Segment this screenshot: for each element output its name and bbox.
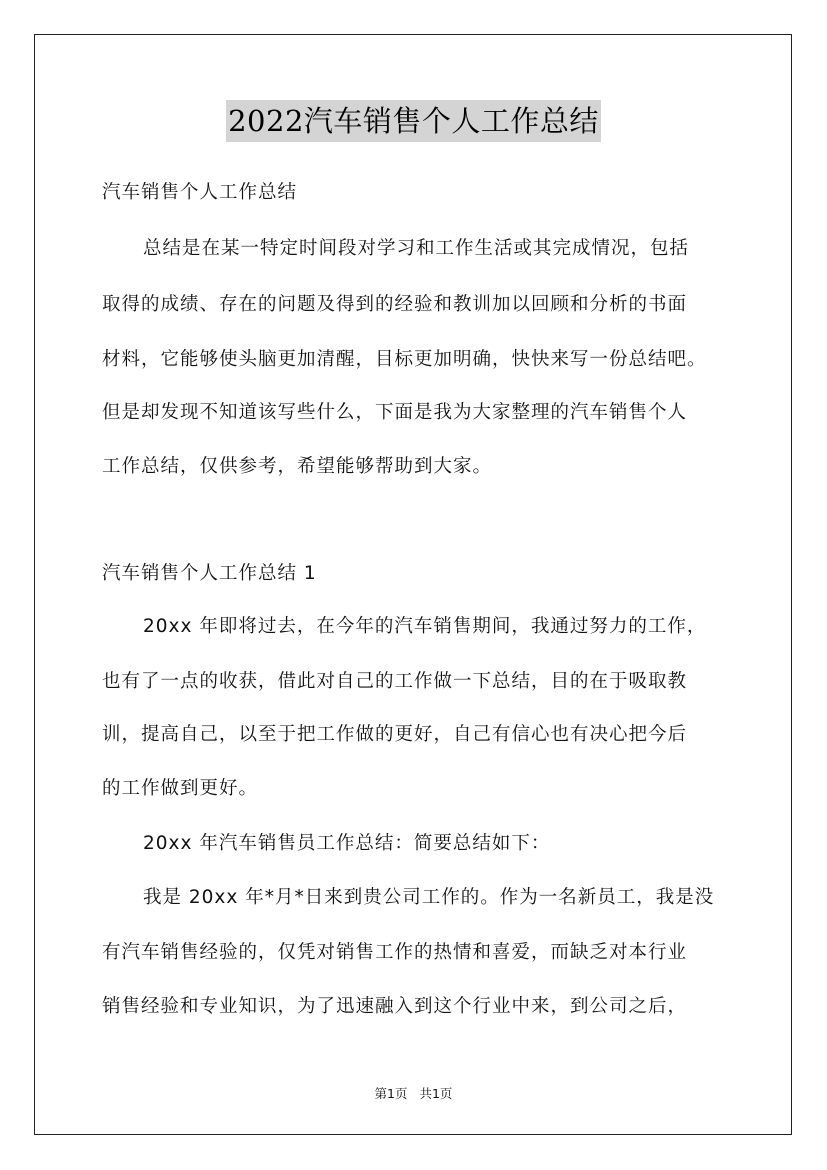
- intro-line-3: 材料，它能够使头脑更加清醒，目标更加明确，快快来写一份总结吧。: [102, 349, 707, 370]
- section1-para3-line-2: 有汽车销售经验的，仅凭对销售工作的热情和喜爱，而缺乏对本行业: [102, 942, 688, 963]
- page-number-current: 第1页: [374, 1086, 408, 1101]
- intro-line-1: 总结是在某一特定时间段对学习和工作生活或其完成情况，包括: [143, 238, 690, 259]
- section1-para2: 20xx 年汽车销售员工作总结：简要总结如下：: [143, 833, 551, 854]
- section1-para1-line-3: 训，提高自己，以至于把工作做的更好，自己有信心也有决心把今后: [102, 724, 688, 745]
- intro-line-4: 但是却发现不知道该写些什么，下面是我为大家整理的汽车销售个人: [102, 402, 688, 423]
- intro-line-5: 工作总结，仅供参考，希望能够帮助到大家。: [102, 456, 493, 477]
- main-heading: 汽车销售个人工作总结: [102, 182, 298, 203]
- intro-line-2: 取得的成绩、存在的问题及得到的经验和教训加以回顾和分析的书面: [102, 294, 688, 315]
- section1-para3-line-3: 销售经验和专业知识，为了迅速融入到这个行业中来，到公司之后，: [102, 996, 688, 1017]
- section1-para3-line-1: 我是 20xx 年*月*日来到贵公司工作的。作为一名新员工，我是没: [143, 887, 715, 908]
- section1-para1-line-2: 也有了一点的收获，借此对自己的工作做一下总结，目的在于吸取教: [102, 671, 688, 692]
- page-footer: [0, 1084, 827, 1102]
- section1-heading: 汽车销售个人工作总结 1: [102, 563, 317, 584]
- title-container: [0, 100, 827, 142]
- section1-para1-line-4: 的工作做到更好。: [102, 778, 259, 799]
- page-number-total: 共1页: [419, 1086, 453, 1101]
- document-title: 2022汽车销售个人工作总结: [226, 100, 601, 142]
- section1-para1-line-1: 20xx 年即将过去，在今年的汽车销售期间，我通过努力的工作，: [143, 616, 707, 637]
